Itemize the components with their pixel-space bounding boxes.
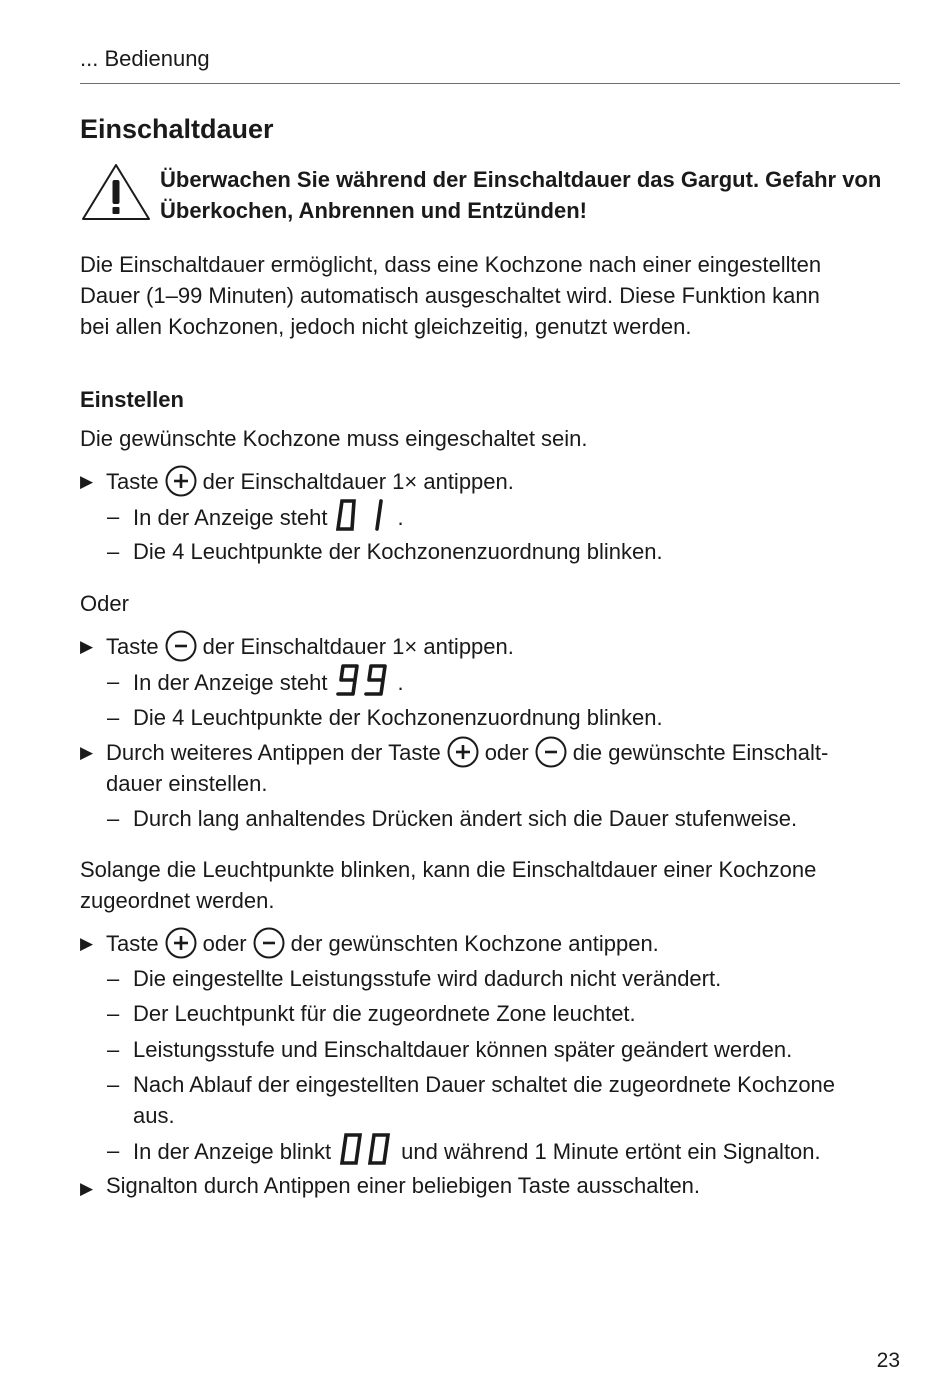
step-5: Signalton durch Antippen einer beliebigen Taste ausschalten.	[106, 1173, 701, 1198]
triangle-bullet-icon: ▶	[80, 934, 94, 953]
step-1: Taste der Einschaltdauer 1× antippen.	[106, 466, 514, 498]
dash-bullet: –	[107, 705, 120, 730]
dash-bullet: –	[107, 1138, 120, 1163]
triangle-bullet-icon: ▶	[80, 743, 94, 762]
step-3-result-1: Durch lang anhaltendes Drücken ändert sich die Dauer stufenweise.	[133, 806, 798, 831]
dash-bullet: –	[107, 1001, 120, 1026]
intro-line: Dauer (1–99 Minuten) automatisch ausgeschaltet wird. Diese Funktion kann	[80, 283, 820, 308]
step-2: Taste der Einschaltdauer 1× antippen.	[106, 631, 514, 663]
step-2-result-2: Die 4 Leuchtpunkte der Kochzonenzuordnung blinken.	[133, 705, 663, 730]
intro-line: bei allen Kochzonen, jedoch nicht gleichzeitig, genutzt werden.	[80, 314, 692, 339]
warning-triangle-icon	[80, 162, 152, 222]
step-4-result-5: In der Anzeige blinkt und während 1 Minute ertönt ein Signalton.	[133, 1135, 821, 1169]
step-4-result-1: Die eingestellte Leistungsstufe wird dadurch nicht verändert.	[133, 966, 722, 991]
minus-button-icon	[253, 927, 285, 959]
dash-bullet: –	[107, 966, 120, 991]
plus-button-icon	[447, 736, 479, 768]
header-divider	[80, 83, 900, 84]
step-4-result-2: Der Leuchtpunkt für die zugeordnete Zone leuchtet.	[133, 1001, 636, 1026]
triangle-bullet-icon: ▶	[80, 1179, 94, 1198]
oder-text: Oder	[80, 591, 129, 616]
minus-button-icon	[535, 736, 567, 768]
dash-bullet: –	[107, 504, 120, 529]
display-01-icon	[331, 498, 393, 532]
page-title: Einschaltdauer	[80, 114, 274, 144]
plus-button-icon	[165, 465, 197, 497]
step-3-continued: dauer einstellen.	[106, 771, 268, 796]
page-number: 23	[876, 1349, 900, 1372]
section-heading: Einstellen	[80, 387, 184, 412]
step-4-result-3: Leistungsstufe und Einschaltdauer können später geändert werden.	[133, 1037, 793, 1062]
plus-button-icon	[165, 927, 197, 959]
assign-intro-paragraph: Solange die Leuchtpunkte blinken, kann die Einschaltdauer einer Kochzone zugeordnet werden.	[80, 857, 817, 913]
step-4: Taste oder der gewünschten Kochzone antippen.	[106, 928, 659, 960]
dash-bullet: –	[107, 806, 120, 831]
dash-bullet: –	[107, 1037, 120, 1062]
step-1-result-1: In der Anzeige steht .	[133, 501, 404, 535]
step-4-result-4-continued: aus.	[133, 1103, 175, 1128]
precondition-text: Die gewünschte Kochzone muss eingeschaltet sein.	[80, 426, 588, 451]
intro-paragraph	[80, 249, 902, 342]
step-1-result-2: Die 4 Leuchtpunkte der Kochzonenzuordnung blinken.	[133, 539, 663, 564]
dash-bullet: –	[107, 1072, 120, 1097]
display-99-icon	[331, 663, 393, 697]
step-4-result-4: Nach Ablauf der eingestellten Dauer schaltet die zugeordnete Kochzone	[133, 1072, 836, 1097]
triangle-bullet-icon: ▶	[80, 637, 94, 656]
display-00-icon	[335, 1132, 397, 1166]
intro-line: Die Einschaltdauer ermöglicht, dass eine Kochzone nach einer eingestellten	[80, 252, 822, 277]
minus-button-icon	[165, 630, 197, 662]
warning-text: Überwachen Sie während der Einschaltdauer das Gargut. Gefahr von Überkochen, Anbrennen und Entzünden!	[160, 167, 882, 223]
dash-bullet: –	[107, 539, 120, 564]
section-header: ... Bedienung	[80, 46, 210, 71]
step-3: Durch weiteres Antippen der Taste oder die gewünschte Einschalt-	[106, 737, 828, 769]
step-2-result-1: In der Anzeige steht .	[133, 666, 404, 700]
dash-bullet: –	[107, 669, 120, 694]
triangle-bullet-icon: ▶	[80, 472, 94, 491]
